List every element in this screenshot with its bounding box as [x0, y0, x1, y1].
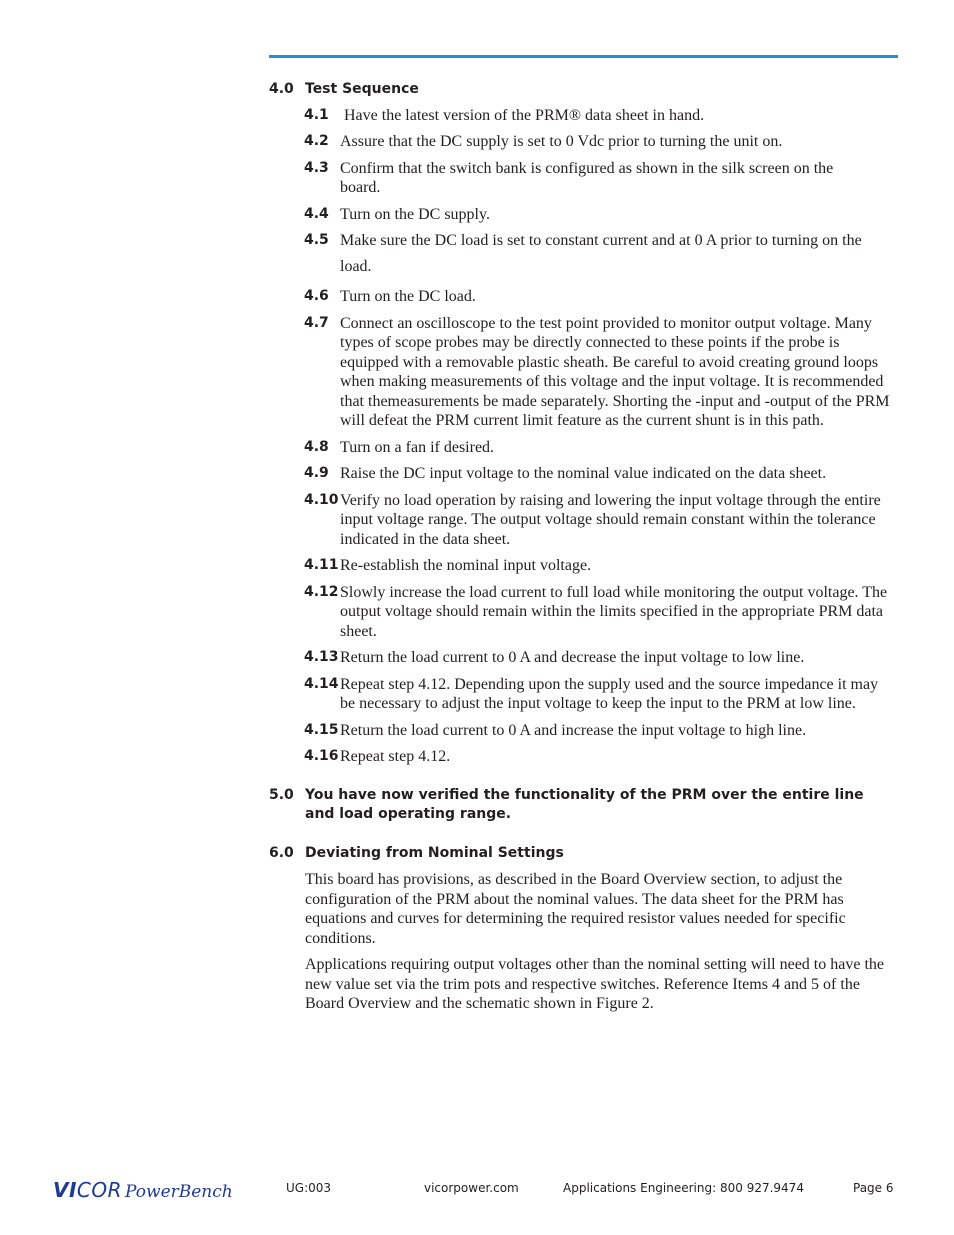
step-item — [304, 159, 894, 198]
step-item — [304, 287, 894, 307]
step-item — [304, 438, 894, 458]
step-list — [269, 106, 894, 767]
step-text: Repeat step 4.12. Depending upon the supply used and the source impedance it may be necessary to adjust the input voltage to keep the input to the PRM at low line. — [340, 675, 879, 712]
step-text: Return the load current to 0 A and decrease the input voltage to low line. — [340, 649, 805, 666]
step-text: Repeat step 4.12. — [340, 748, 451, 765]
body-paragraph: Applications requiring output voltages other than the nominal setting will need to have the new value set via the trim pots and respective switches. Reference Items 4 and 5 of the Board Overview and the schematic shown in Figure 2. — [305, 956, 884, 1012]
step-item — [304, 491, 894, 550]
step-number: 4.11 — [304, 557, 339, 573]
logo-vi: VI — [53, 1178, 77, 1202]
step-number: 4.14 — [304, 675, 339, 692]
step-item — [304, 314, 894, 431]
section-title: Test Sequence — [305, 81, 419, 97]
step-text: Have the latest version of the PRM® data sheet in hand. — [344, 106, 705, 124]
step-text: Turn on a fan if desired. — [340, 438, 495, 456]
step-item — [304, 648, 894, 668]
step-number: 4.1 — [304, 106, 329, 123]
page-footer — [0, 1178, 954, 1202]
step-text: Return the load current to 0 A and increase the input voltage to high line. — [340, 721, 807, 739]
step-item — [304, 205, 894, 225]
step-number: 4.3 — [304, 159, 329, 176]
step-text: Make sure the DC load is set to constant current and at 0 A prior to turning on the load. — [340, 232, 862, 275]
step-text: Verify no load operation by raising and lowering the input voltage through the entire input voltage range. The output voltage should remain constant within the tolerance indicated in the data sheet. — [340, 491, 881, 548]
step-item — [304, 583, 894, 642]
section-6-heading — [269, 844, 894, 864]
step-text: Re-establish the nominal input voltage. — [340, 557, 592, 574]
step-text: Connect an oscilloscope to the test point provided to monitor output voltage. Many types of scope probes may be directly connected to these points if the probe is equipped with a removable plastic sheath. Be careful to avoid creating ground loops when making measurements of this voltage and the input voltage. It is recommended that themeasurements be made separately. Shorting the -input and -output of the PRM will defeat the PRM current limit feature as the current shunt is in this path. — [340, 314, 890, 429]
step-number: 4.4 — [304, 205, 329, 222]
step-number: 4.2 — [304, 133, 329, 149]
step-number: 4.10 — [304, 491, 339, 508]
step-number: 4.8 — [304, 438, 329, 455]
body-paragraph: This board has provisions, as described in the Board Overview section, to adjust the configuration of the PRM about the nominal values. The data sheet for the PRM has equations and curves for determining the required resistor values needed for specific conditions. — [305, 871, 846, 947]
step-item — [304, 228, 894, 280]
step-item — [304, 556, 894, 576]
step-number: 4.13 — [304, 649, 339, 665]
step-item — [304, 464, 894, 484]
step-text: Assure that the DC supply is set to 0 Vdc prior to turning the unit on. — [340, 133, 783, 150]
logo-powerbench: PowerBench — [125, 1182, 233, 1202]
document-id: UG:003 — [286, 1181, 332, 1195]
step-item — [304, 106, 894, 126]
vicor-powerbench-logo — [53, 1178, 233, 1203]
page-number: Page 6 — [853, 1181, 894, 1195]
step-number: 4.9 — [304, 465, 329, 481]
section-number: 4.0 — [269, 81, 294, 97]
support-phone: Applications Engineering: 800 927.9474 — [563, 1181, 804, 1195]
step-item — [304, 675, 894, 714]
website-link[interactable]: vicorpower.com — [424, 1181, 519, 1195]
step-text: Raise the DC input voltage to the nominal value indicated on the data sheet. — [340, 465, 827, 482]
step-text: Slowly increase the load current to full load while monitoring the output voltage. The output voltage should remain within the limits specified in the appropriate PRM data sheet. — [340, 583, 888, 640]
section-5-heading — [269, 786, 894, 825]
step-number: 4.12 — [304, 583, 339, 600]
step-number: 4.5 — [304, 232, 329, 248]
document-body — [269, 80, 894, 1014]
step-text: Turn on the DC load. — [340, 288, 476, 305]
logo-cor: COR — [76, 1178, 123, 1202]
step-number: 4.6 — [304, 288, 329, 304]
step-number: 4.16 — [304, 748, 339, 764]
step-item — [304, 721, 894, 741]
step-item — [304, 747, 894, 767]
step-number: 4.7 — [304, 314, 329, 331]
section-number: 5.0 — [269, 786, 294, 803]
section-title: You have now verified the functionality of the PRM over the entire line and load operating range. — [305, 786, 864, 822]
section-4-heading — [269, 80, 894, 100]
section-number: 6.0 — [269, 844, 294, 861]
step-number: 4.15 — [304, 721, 339, 738]
step-item — [304, 132, 894, 152]
section-title: Deviating from Nominal Settings — [305, 844, 564, 861]
step-text: Confirm that the switch bank is configured as shown in the silk screen on the board. — [340, 159, 834, 196]
step-text: Turn on the DC supply. — [340, 205, 490, 223]
header-rule — [269, 55, 898, 58]
